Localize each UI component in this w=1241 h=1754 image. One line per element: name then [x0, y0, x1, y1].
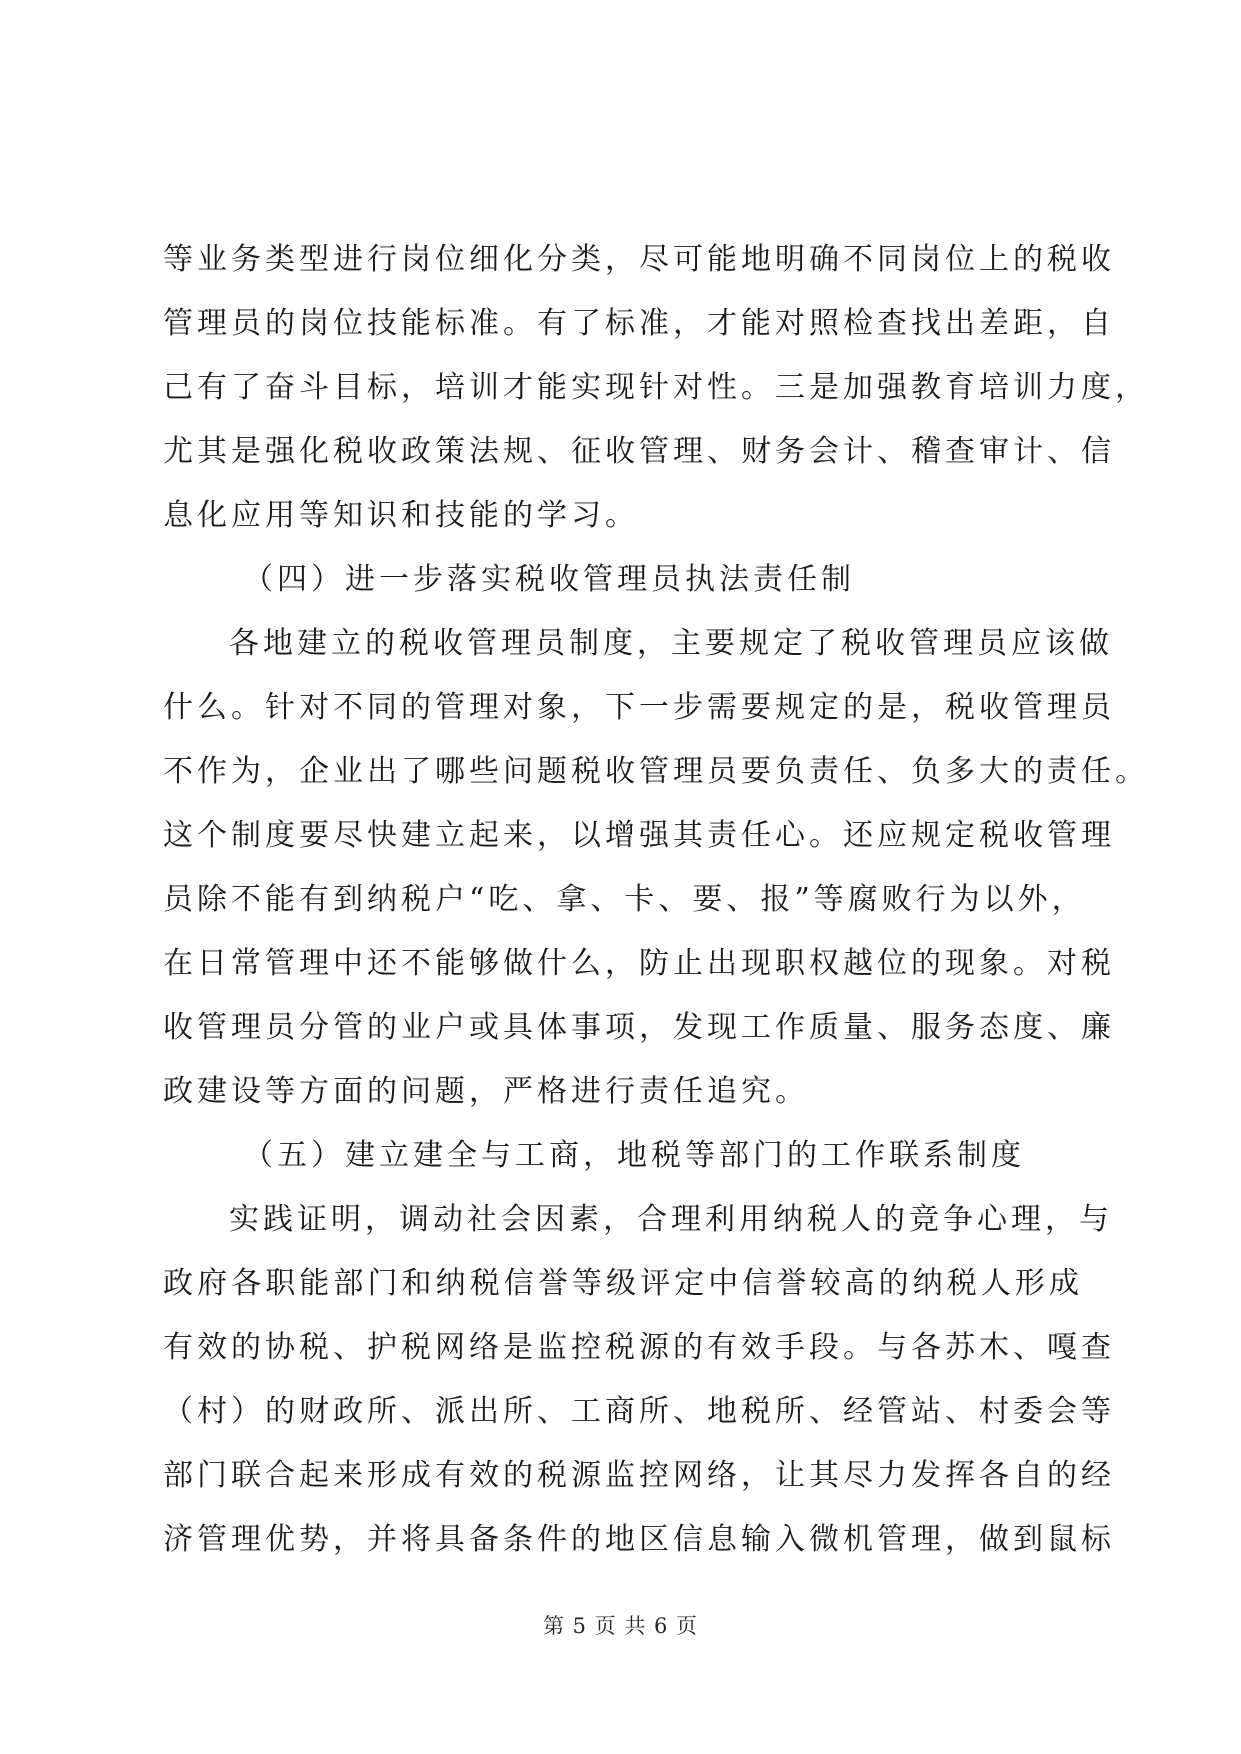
paragraph-line: 在日常管理中还不能够做什么，防止出现职权越位的现象。对税	[163, 946, 1115, 981]
paragraph-line: 政府各职能部门和纳税信誉等级评定中信誉较高的纳税人形成	[163, 1266, 1083, 1301]
paragraph-line: 员除不能有到纳税户“吃、拿、卡、要、报”等腐败行为以外，	[163, 882, 1086, 917]
section-heading: （五）建立建全与工商，地税等部门的工作联系制度	[243, 1138, 1025, 1173]
paragraph-line: 济管理优势，并将具备条件的地区信息输入微机管理，做到鼠标	[163, 1522, 1115, 1557]
paragraph-line: （村）的财政所、派出所、工商所、地税所、经管站、村委会等	[163, 1394, 1115, 1429]
paragraph-line: 什么。针对不同的管理对象，下一步需要规定的是，税收管理员	[163, 690, 1115, 725]
paragraph-line: 这个制度要尽快建立起来，以增强其责任心。还应规定税收管理	[163, 818, 1115, 853]
paragraph-line: 尤其是强化税收政策法规、征收管理、财务会计、稽查审计、信	[163, 434, 1115, 469]
section-heading: （四）进一步落实税收管理员执法责任制	[243, 562, 855, 597]
paragraph-line: 息化应用等知识和技能的学习。	[163, 498, 639, 533]
paragraph-line: 不作为，企业出了哪些问题税收管理员要负责任、负多大的责任。	[163, 754, 1149, 789]
paragraph-line: 政建设等方面的问题，严格进行责任追究。	[163, 1074, 809, 1109]
paragraph-line: 收管理员分管的业户或具体事项，发现工作质量、服务态度、廉	[163, 1010, 1115, 1045]
document-body	[163, 228, 1149, 1572]
paragraph-line: 部门联合起来形成有效的税源监控网络，让其尽力发挥各自的经	[163, 1458, 1115, 1493]
paragraph-line: 己有了奋斗目标，培训才能实现针对性。三是加强教育培训力度，	[163, 370, 1149, 405]
paragraph-line: 实践证明，调动社会因素，合理利用纳税人的竞争心理，与	[229, 1202, 1113, 1237]
page-number-footer: 第 5 页 共 6 页	[542, 1614, 699, 1638]
paragraph-line: 有效的协税、护税网络是监控税源的有效手段。与各苏木、嘎查	[163, 1330, 1115, 1365]
paragraph-line: 管理员的岗位技能标准。有了标准，才能对照检查找出差距，自	[163, 306, 1115, 341]
paragraph-line: 等业务类型进行岗位细化分类，尽可能地明确不同岗位上的税收	[163, 242, 1115, 277]
paragraph-line: 各地建立的税收管理员制度，主要规定了税收管理员应该做	[229, 626, 1113, 661]
